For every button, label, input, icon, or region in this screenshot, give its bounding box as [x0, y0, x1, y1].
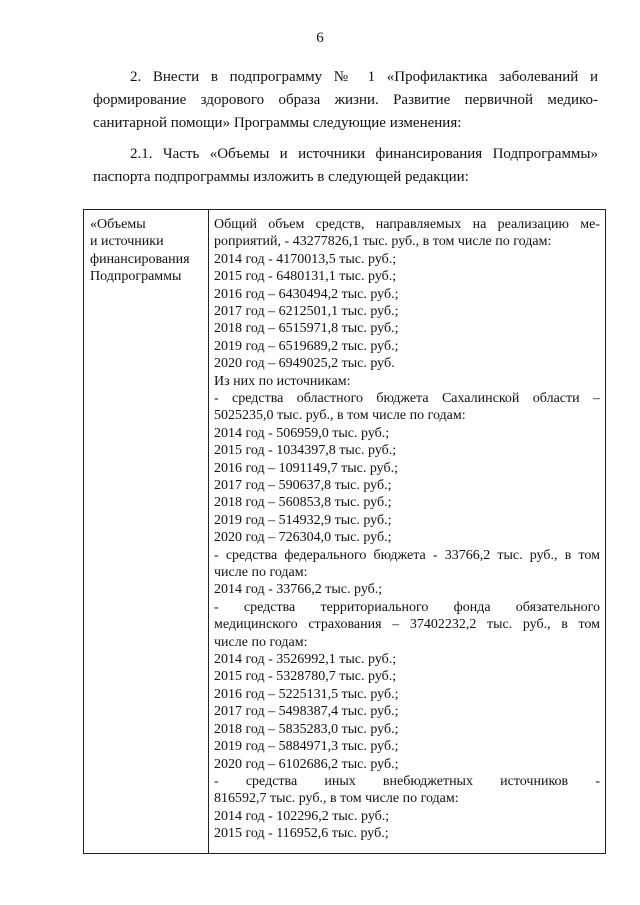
- right-line: 2018 год – 6515971,8 тыс. руб.;: [214, 321, 399, 337]
- right-line: числе по годам:: [214, 565, 308, 581]
- right-line: 2014 год - 102296,2 тыс. руб.;: [214, 808, 390, 824]
- right-line: 2014 год - 3526992,1 тыс. руб.;: [214, 652, 397, 668]
- right-line: 2015 год - 116952,6 тыс. руб.;: [214, 826, 389, 842]
- right-line: 2016 год – 1091149,7 тыс. руб.;: [214, 460, 398, 476]
- right-line: 2015 год - 1034397,8 тыс. руб.;: [214, 443, 397, 459]
- right-line: 2018 год – 5835283,0 тыс. руб.;: [214, 721, 399, 737]
- right-line: медицинского страхования – 37402232,2 тыс. руб., в том: [214, 617, 600, 633]
- right-line: 2020 год – 6102686,2 тыс. руб.;: [214, 756, 399, 772]
- right-line: 2019 год – 6519689,2 тыс. руб.;: [214, 338, 399, 354]
- right-line: 2020 год – 6949025,2 тыс. руб.: [214, 356, 395, 372]
- right-line: Общий объем средств, направляемых на реализацию ме-: [214, 217, 600, 232]
- right-line: - средства областного бюджета Сахалинской области –: [214, 391, 600, 407]
- right-line: 2017 год – 6212501,1 тыс. руб.;: [214, 304, 399, 320]
- right-line: 2017 год – 590637,8 тыс. руб.;: [214, 478, 392, 494]
- right-line: 816592,7 тыс. руб., в том числе по годам:: [214, 791, 459, 807]
- right-line: 2017 год – 5498387,4 тыс. руб.;: [214, 704, 399, 720]
- right-line: 2014 год - 33766,2 тыс. руб.;: [214, 582, 383, 598]
- right-line: - средства федерального бюджета - 33766,2 тыс. руб., в том: [214, 547, 600, 563]
- right-line: 2018 год – 560853,8 тыс. руб.;: [214, 495, 392, 511]
- right-line: числе по годам:: [214, 634, 308, 650]
- right-line: - средства иных внебюджетных источников -: [214, 773, 600, 789]
- right-line: 2014 год - 4170013,5 тыс. руб.;: [214, 251, 397, 267]
- page-number: 6: [316, 30, 324, 46]
- right-line: 5025235,0 тыс. руб., в том числе по годам:: [214, 408, 466, 424]
- left-line: и источники: [90, 234, 164, 250]
- right-line: 2015 год - 5328780,7 тыс. руб.;: [214, 669, 397, 685]
- right-line: - средства территориального фонда обязательного: [214, 599, 600, 615]
- paragraph-subsection: 2.1. Часть «Объемы и источники финансирования Подпрограммы» паспорта подпрограммы изложить в следующей редакции:: [93, 146, 598, 185]
- right-line: Из них по источникам:: [214, 373, 351, 389]
- left-line: Подпрограммы: [90, 269, 182, 285]
- right-line: роприятий, - 43277826,1 тыс. руб., в том числе по годам:: [214, 234, 552, 250]
- left-line: финансирования: [90, 251, 190, 267]
- table-left-column: [84, 210, 209, 853]
- paragraph-amendment: 2. Внести в подпрограмму № 1 «Профилактика заболеваний и формирование здорового образа жизни. Развитие первичной медико-санитарной помощи» Программы следующие изменения:: [93, 69, 598, 131]
- right-line: 2015 год - 6480131,1 тыс. руб.;: [214, 269, 397, 285]
- right-line: 2016 год – 6430494,2 тыс. руб.;: [214, 286, 399, 302]
- right-line: 2014 год - 506959,0 тыс. руб.;: [214, 425, 390, 441]
- table-right-column: [209, 210, 607, 853]
- financing-table: [83, 209, 606, 854]
- right-line: 2020 год – 726304,0 тыс. руб.;: [214, 530, 392, 546]
- right-line: 2019 год – 5884971,3 тыс. руб.;: [214, 739, 399, 755]
- left-line: «Объемы: [90, 217, 146, 232]
- right-line: 2019 год – 514932,9 тыс. руб.;: [214, 512, 392, 528]
- right-line: 2016 год – 5225131,5 тыс. руб.;: [214, 686, 399, 702]
